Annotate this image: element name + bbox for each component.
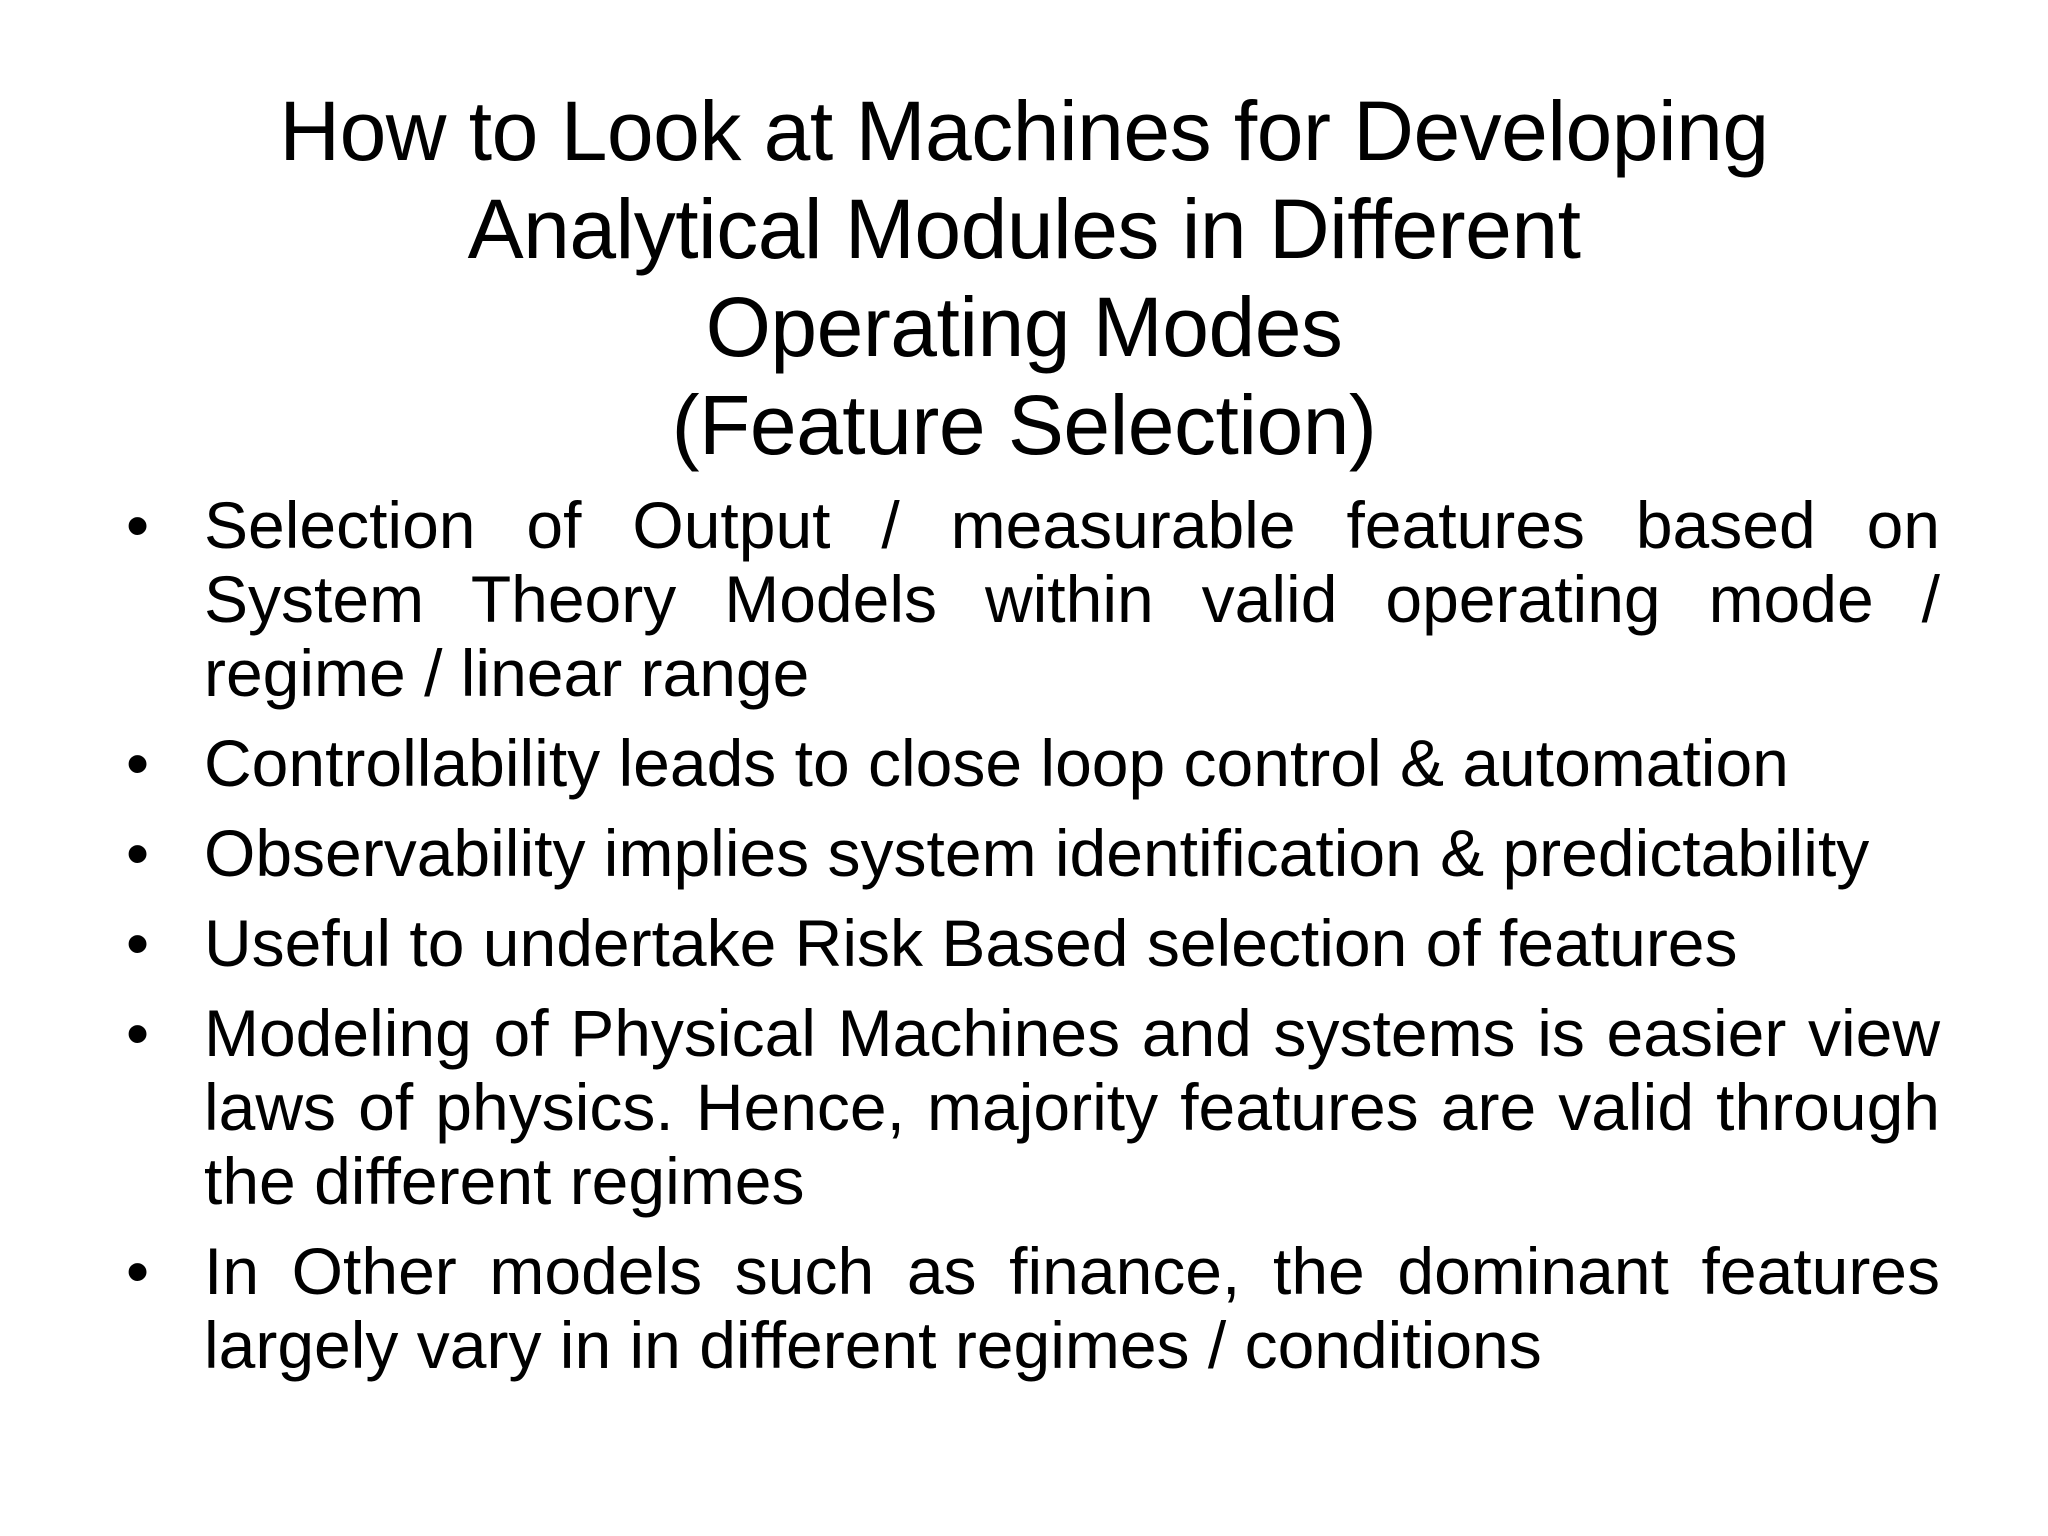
bullet-text: Selection of Output / measurable features based on System Theory Models within valid operating mode / regime / linear range (204, 488, 1940, 710)
slide-title (140, 82, 1908, 474)
title-line-4: (Feature Selection) (671, 378, 1377, 472)
bullet-point-icon: • (126, 906, 150, 980)
bullet-text: Controllability leads to close loop control & automation (204, 726, 1789, 800)
bullet-text: Observability implies system identification & predictability (204, 816, 1870, 890)
bullet-text: In Other models such as finance, the dominant features largely vary in in different regimes / conditions (204, 1234, 1940, 1382)
bullet-text: Useful to undertake Risk Based selection of features (204, 906, 1738, 980)
bullet-item-2 (120, 726, 1940, 800)
bullet-item-3 (120, 816, 1940, 890)
bullet-item-6 (120, 1234, 1940, 1382)
bullet-text: Modeling of Physical Machines and systems is easier view laws of physics. Hence, majority features are valid through the different regimes (204, 996, 1940, 1218)
bullet-point-icon: • (126, 488, 150, 562)
title-line-2: Analytical Modules in Different (467, 182, 1581, 276)
bullet-list (120, 488, 1940, 1398)
bullet-point-icon: • (126, 816, 150, 890)
title-line-1: How to Look at Machines for Developing (279, 84, 1769, 178)
title-line-3: Operating Modes (705, 280, 1343, 374)
bullet-point-icon: • (126, 1234, 150, 1308)
bullet-item-5 (120, 996, 1940, 1218)
bullet-item-1 (120, 488, 1940, 710)
bullet-point-icon: • (126, 996, 150, 1070)
bullet-item-4 (120, 906, 1940, 980)
bullet-point-icon: • (126, 726, 150, 800)
